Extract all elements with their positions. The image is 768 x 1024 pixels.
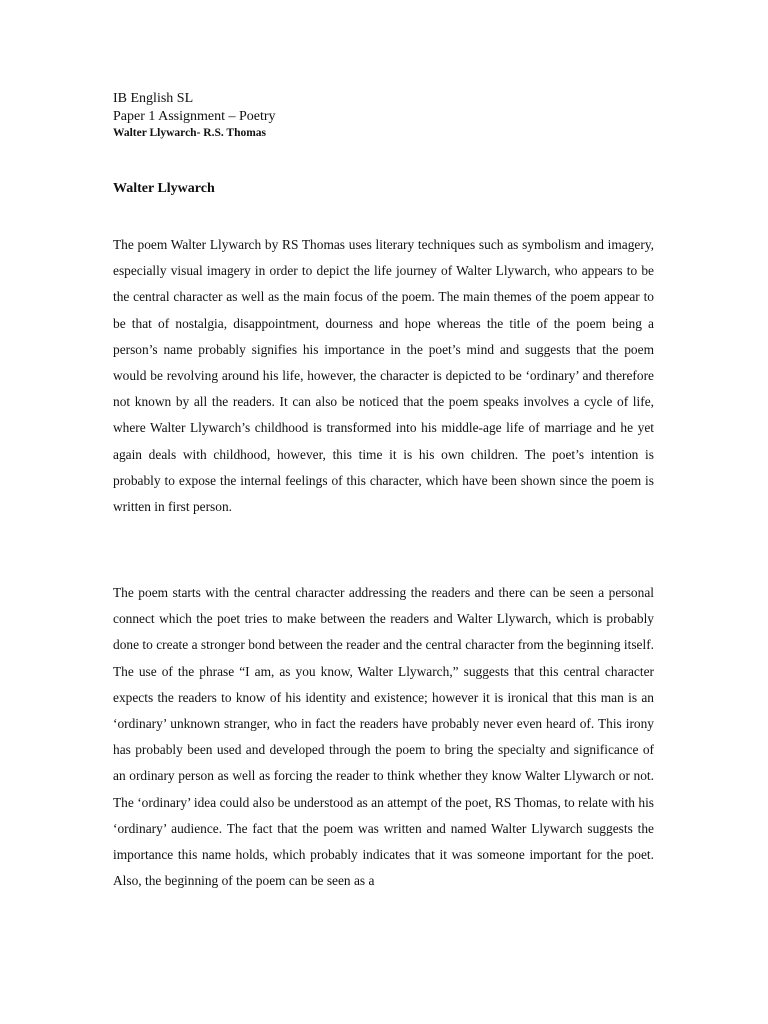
- course-title: IB English SL: [113, 91, 194, 106]
- essay-heading: Walter Llywarch: [113, 181, 215, 196]
- body-paragraph-2: The poem starts with the central character addressing the readers and there can be seen a personal connect which the poet tries to make between the readers and Walter Llywarch, which is probably done to create a stronger bond between the reader and the central character from the beginning itself. The use of the phrase “I am, as you know, Walter Llywarch,” suggests that this central character expects the readers to know of his identity and existence; however it is ironical that this man is an ‘ordinary’ unknown stranger, who in fact the readers have probably never even heard of. This irony has probably been used and developed through the poem to bring the specialty and significance of an ordinary person as well as forcing the reader to think whether they know Walter Llywarch or not. The ‘ordinary’ idea could also be understood as an attempt of the poet, RS Thomas, to relate with his ‘ordinary’ audience. The fact that the poem was written and named Walter Llywarch suggests the importance this name holds, which probably indicates that it was someone important for the poet. Also, the beginning of the poem can be seen as a: [113, 585, 654, 889]
- document-header: [113, 90, 673, 140]
- work-title-author: Walter Llywarch- R.S. Thomas: [113, 127, 267, 139]
- body-paragraph-1: The poem Walter Llywarch by RS Thomas uses literary techniques such as symbolism and imagery, especially visual imagery in order to depict the life journey of Walter Llywarch, who appears to be the central character as well as the main focus of the poem. The main themes of the poem appear to be that of nostalgia, disappointment, dourness and hope whereas the title of the poem being a person’s name probably signifies his importance in the poet’s mind and suggests that the poem would be revolving around his life, however, the character is depicted to be ‘ordinary’ and therefore not known by all the readers. It can also be noticed that the poem speaks involves a cycle of life, where Walter Llywarch’s childhood is transformed into his middle-age life of marriage and he yet again deals with childhood, however, this time it is his own children. The poet’s intention is probably to expose the internal feelings of this character, which have been shown since the poem is written in first person.: [113, 237, 654, 515]
- assignment-title: Paper 1 Assignment – Poetry: [113, 109, 276, 124]
